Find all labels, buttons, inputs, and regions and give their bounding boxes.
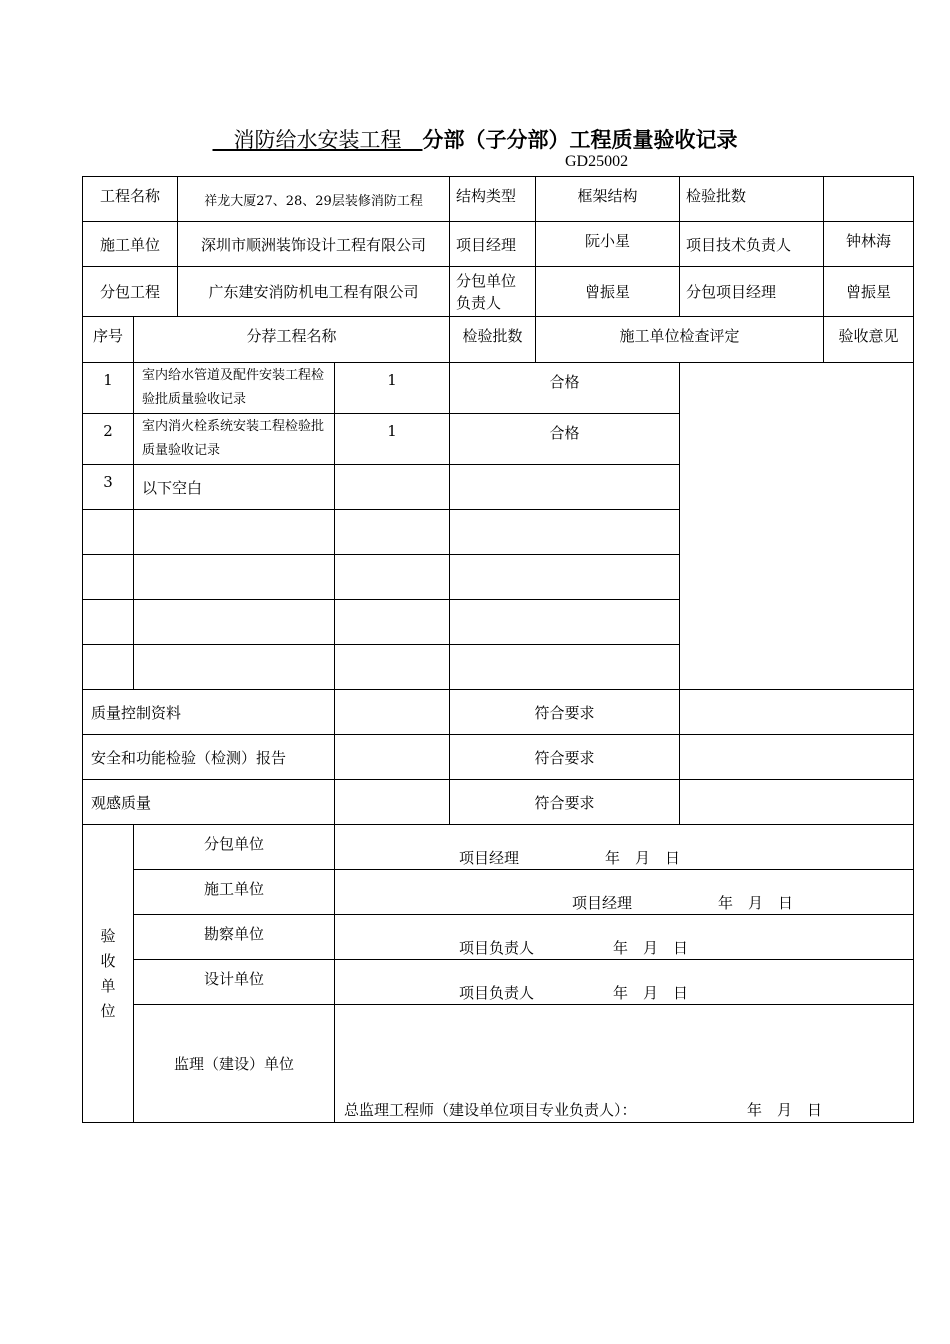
batch-count-value <box>824 177 914 222</box>
summary-quality-label: 质量控制资料 <box>83 690 335 735</box>
summary-safety-label: 安全和功能检验（检测）报告 <box>83 735 335 780</box>
row-2-check: 合格 <box>450 414 680 465</box>
batch-count-label: 检验批数 <box>680 177 824 222</box>
title-suffix: 分部（子分部）工程质量验收记录 <box>422 127 738 152</box>
row-3-batches <box>335 465 450 510</box>
summary-safety-check: 符合要求 <box>450 735 680 780</box>
summary-appearance-check: 符合要求 <box>450 780 680 825</box>
row-2-name: 室内消火栓系统安装工程检验批质量验收记录 <box>134 414 335 465</box>
document-title <box>0 124 950 154</box>
acceptance-units-label: 验收单位 <box>83 825 134 1123</box>
unit-survey-label: 勘察单位 <box>134 915 335 960</box>
row-3-name: 以下空白 <box>134 465 335 510</box>
sub-lead-value: 曾振星 <box>536 267 680 317</box>
col-header-name: 分荐工程名称 <box>134 317 450 363</box>
project-manager-label: 项目经理 <box>450 222 536 267</box>
project-manager-value: 阮小星 <box>536 222 680 267</box>
col-header-opinion: 验收意见 <box>824 317 914 363</box>
unit-subcontract-label: 分包单位 <box>134 825 335 870</box>
unit-contractor-label: 施工单位 <box>134 870 335 915</box>
structure-type-label: 结构类型 <box>450 177 536 222</box>
unit-supervisor-sign: 总监理工程师（建设单位项目专业负责人）： 年 月 日 <box>335 1005 914 1123</box>
contractor-label: 施工单位 <box>83 222 178 267</box>
unit-design-label: 设计单位 <box>134 960 335 1005</box>
sub-pm-label: 分包项目经理 <box>680 267 824 317</box>
col-header-no: 序号 <box>83 317 134 363</box>
unit-subcontract-sign: 项目经理 年 月 日 <box>335 825 914 870</box>
contractor-value: 深圳市顺洲装饰设计工程有限公司 <box>178 222 450 267</box>
structure-type-value: 框架结构 <box>536 177 680 222</box>
unit-contractor-sign: 项目经理 年 月 日 <box>335 870 914 915</box>
tech-lead-value: 钟林海 <box>824 222 914 267</box>
form-code: GD25002 <box>565 153 629 170</box>
acceptance-record-table <box>82 176 914 1123</box>
unit-survey-sign: 项目负责人 年 月 日 <box>335 915 914 960</box>
row-1-batches: 1 <box>335 363 450 414</box>
sub-lead-label: 分包单位负责人 <box>450 267 536 317</box>
row-2-no: 2 <box>83 414 134 465</box>
summary-quality-check: 符合要求 <box>450 690 680 735</box>
title-project-name: 消防给水安装工程 <box>233 128 402 152</box>
subcontract-value: 广东建安消防机电工程有限公司 <box>178 267 450 317</box>
col-header-batches: 检验批数 <box>450 317 536 363</box>
subcontract-label: 分包工程 <box>83 267 178 317</box>
row-2-batches: 1 <box>335 414 450 465</box>
project-name-value: 祥龙大厦27、28、29层装修消防工程 <box>178 177 450 222</box>
unit-supervisor-label: 监理（建设）单位 <box>134 1005 335 1123</box>
row-1-no: 1 <box>83 363 134 414</box>
opinion-cell <box>680 363 914 690</box>
row-3-no: 3 <box>83 465 134 510</box>
sub-pm-value: 曾振星 <box>824 267 914 317</box>
tech-lead-label: 项目技术负责人 <box>680 222 824 267</box>
summary-appearance-label: 观感质量 <box>83 780 335 825</box>
project-name-label: 工程名称 <box>83 177 178 222</box>
row-1-name: 室内给水管道及配件安装工程检验批质量验收记录 <box>134 363 335 414</box>
row-3-check <box>450 465 680 510</box>
col-header-check: 施工单位检查评定 <box>536 317 824 363</box>
row-1-check: 合格 <box>450 363 680 414</box>
unit-design-sign: 项目负责人 年 月 日 <box>335 960 914 1005</box>
